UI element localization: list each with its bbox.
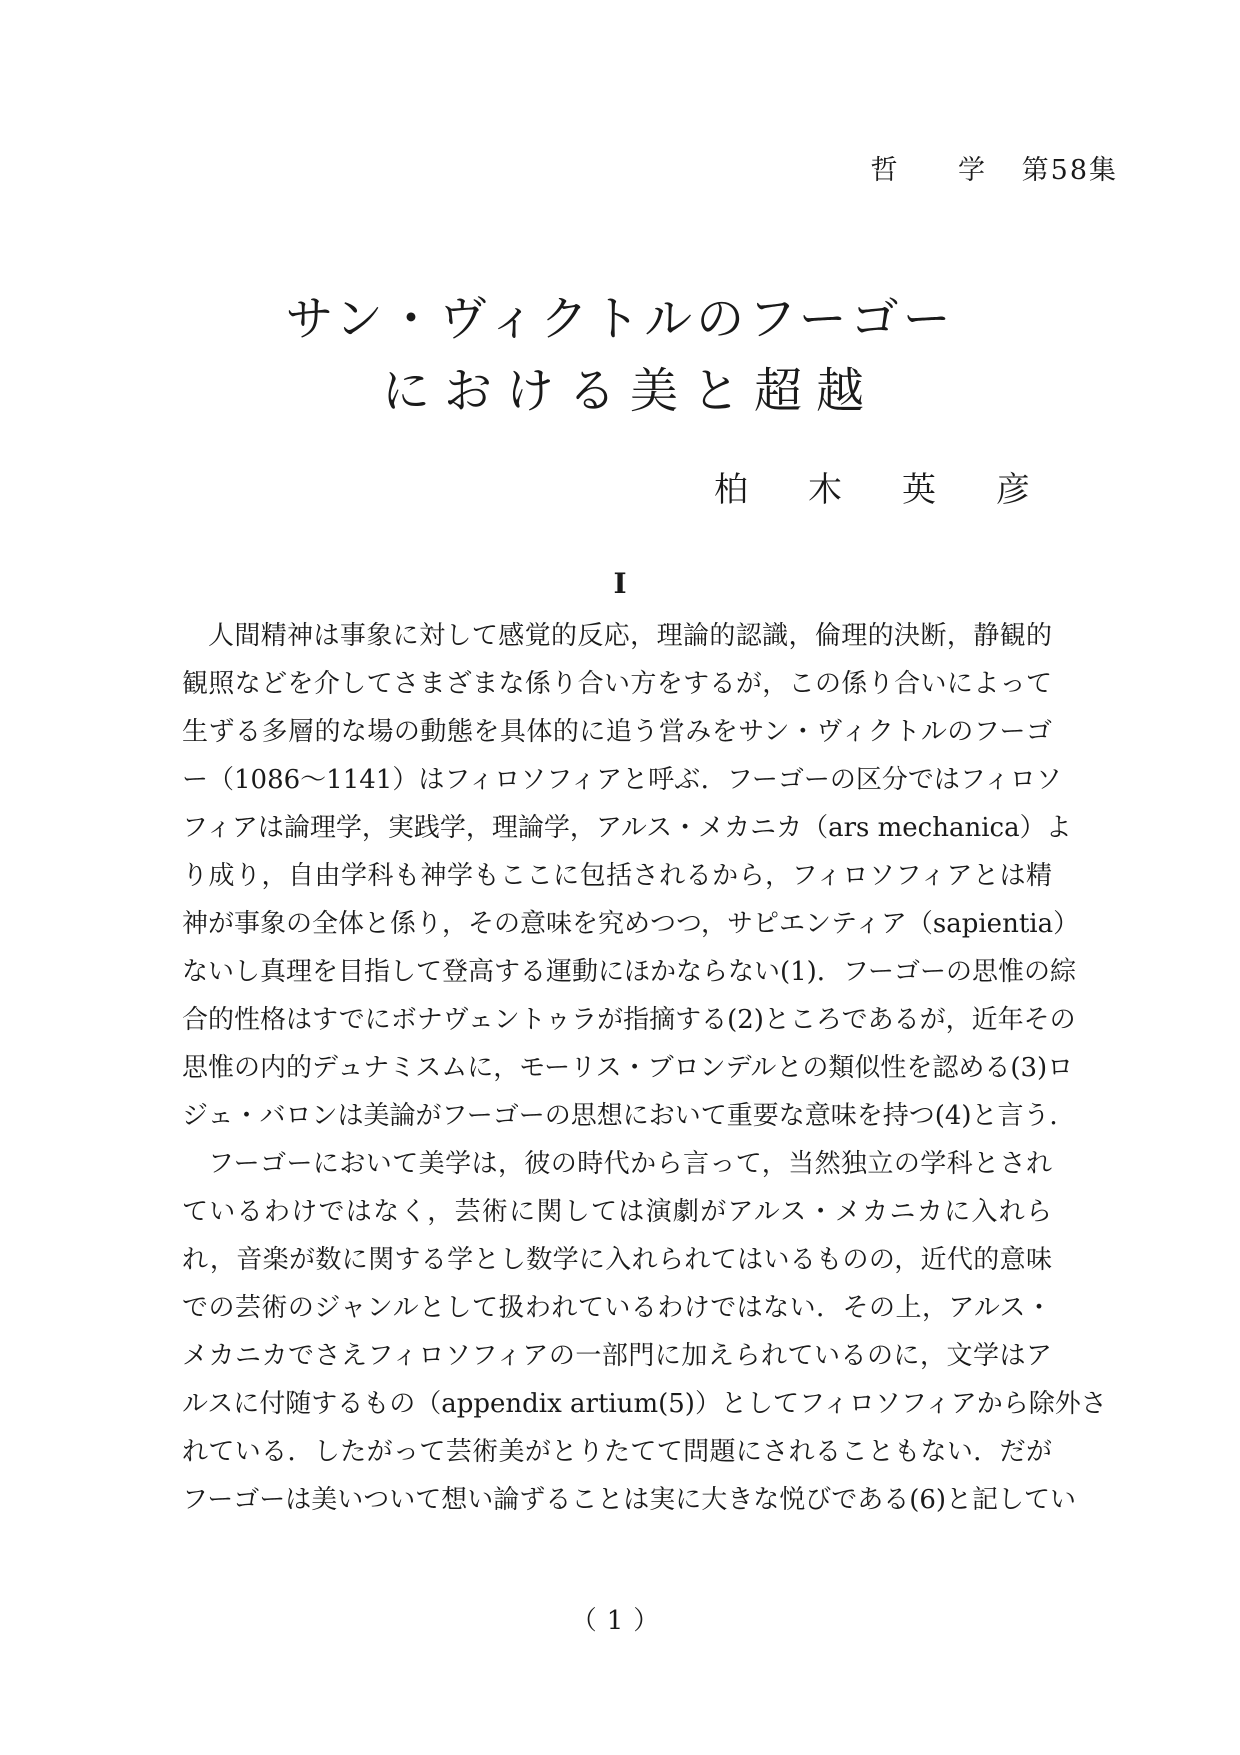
text-line: メカニカでさえフィロソフィアの一部門に加えられているのに，文学はア	[182, 1341, 1052, 1371]
text-line: 神が事象の全体と係り，その意味を究めつつ，サピエンティア（sapientia）	[182, 909, 1080, 939]
text-line: 生ずる多層的な場の動態を具体的に追う営みをサン・ヴィクトルのフーゴ	[182, 717, 1052, 747]
text-line: ルスに付随するもの（appendix artium(5)）としてフィロソフィアから除外さ	[182, 1389, 1107, 1419]
text-line: 観照などを介してさまざまな係り合い方をするが，この係り合いによって	[182, 669, 1052, 699]
text-line: ー（1086～1141）はフィロソフィアと呼ぶ．フーゴーの区分ではフィロソ	[182, 765, 1062, 795]
text-line: フィアは論理学，実践学，理論学，アルス・メカニカ（ars mechanica）よ	[182, 813, 1072, 843]
text-line: 合的性格はすでにボナヴェントゥラが指摘する(2)ところであるが，近年その	[182, 1005, 1076, 1035]
journal-header	[870, 148, 1118, 187]
author-name: 柏木英彦	[714, 470, 1090, 510]
text-line: 人間精神は事象に対して感覚的反応，理論的認識，倫理的決断，静観的	[208, 621, 1052, 651]
body-text	[182, 612, 1107, 1524]
text-line: ないし真理を目指して登高する運動にほかならない(1)．フーゴーの思惟の綜	[182, 957, 1077, 987]
text-line: での芸術のジャンルとして扱われているわけではない．その上，アルス・	[182, 1293, 1052, 1323]
article-title-line-2: における美と超越	[381, 363, 878, 419]
text-line: れている．したがって芸術美がとりたてて問題にされることもない．だが	[182, 1437, 1052, 1467]
journal-volume: 第58集	[1021, 155, 1118, 186]
journal-name: 哲 学	[870, 155, 1012, 186]
text-line: ジェ・バロンは美論がフーゴーの思想において重要な意味を持つ(4)と言う．	[182, 1101, 1076, 1131]
page-number: （1）	[570, 1606, 670, 1636]
text-line: り成り，自由学科も神学もここに包括されるから，フィロソフィアとは精	[182, 861, 1052, 891]
text-line: フーゴーは美いついて想い論ずることは実に大きな悦びである(6)と記してい	[182, 1485, 1077, 1515]
article-title-line-1: サン・ヴィクトルのフーゴー	[285, 291, 955, 347]
text-line: ているわけではなく，芸術に関しては演劇がアルス・メカニカに入れら	[182, 1197, 1052, 1227]
text-line: れ，音楽が数に関する学とし数学に入れられてはいるものの，近代的意味	[182, 1245, 1052, 1275]
text-line: フーゴーにおいて美学は，彼の時代から言って，当然独立の学科とされ	[208, 1149, 1052, 1179]
section-heading: I	[613, 567, 627, 600]
text-line: 思惟の内的デュナミスムに，モーリス・ブロンデルとの類似性を認める(3)ロ	[182, 1053, 1074, 1083]
